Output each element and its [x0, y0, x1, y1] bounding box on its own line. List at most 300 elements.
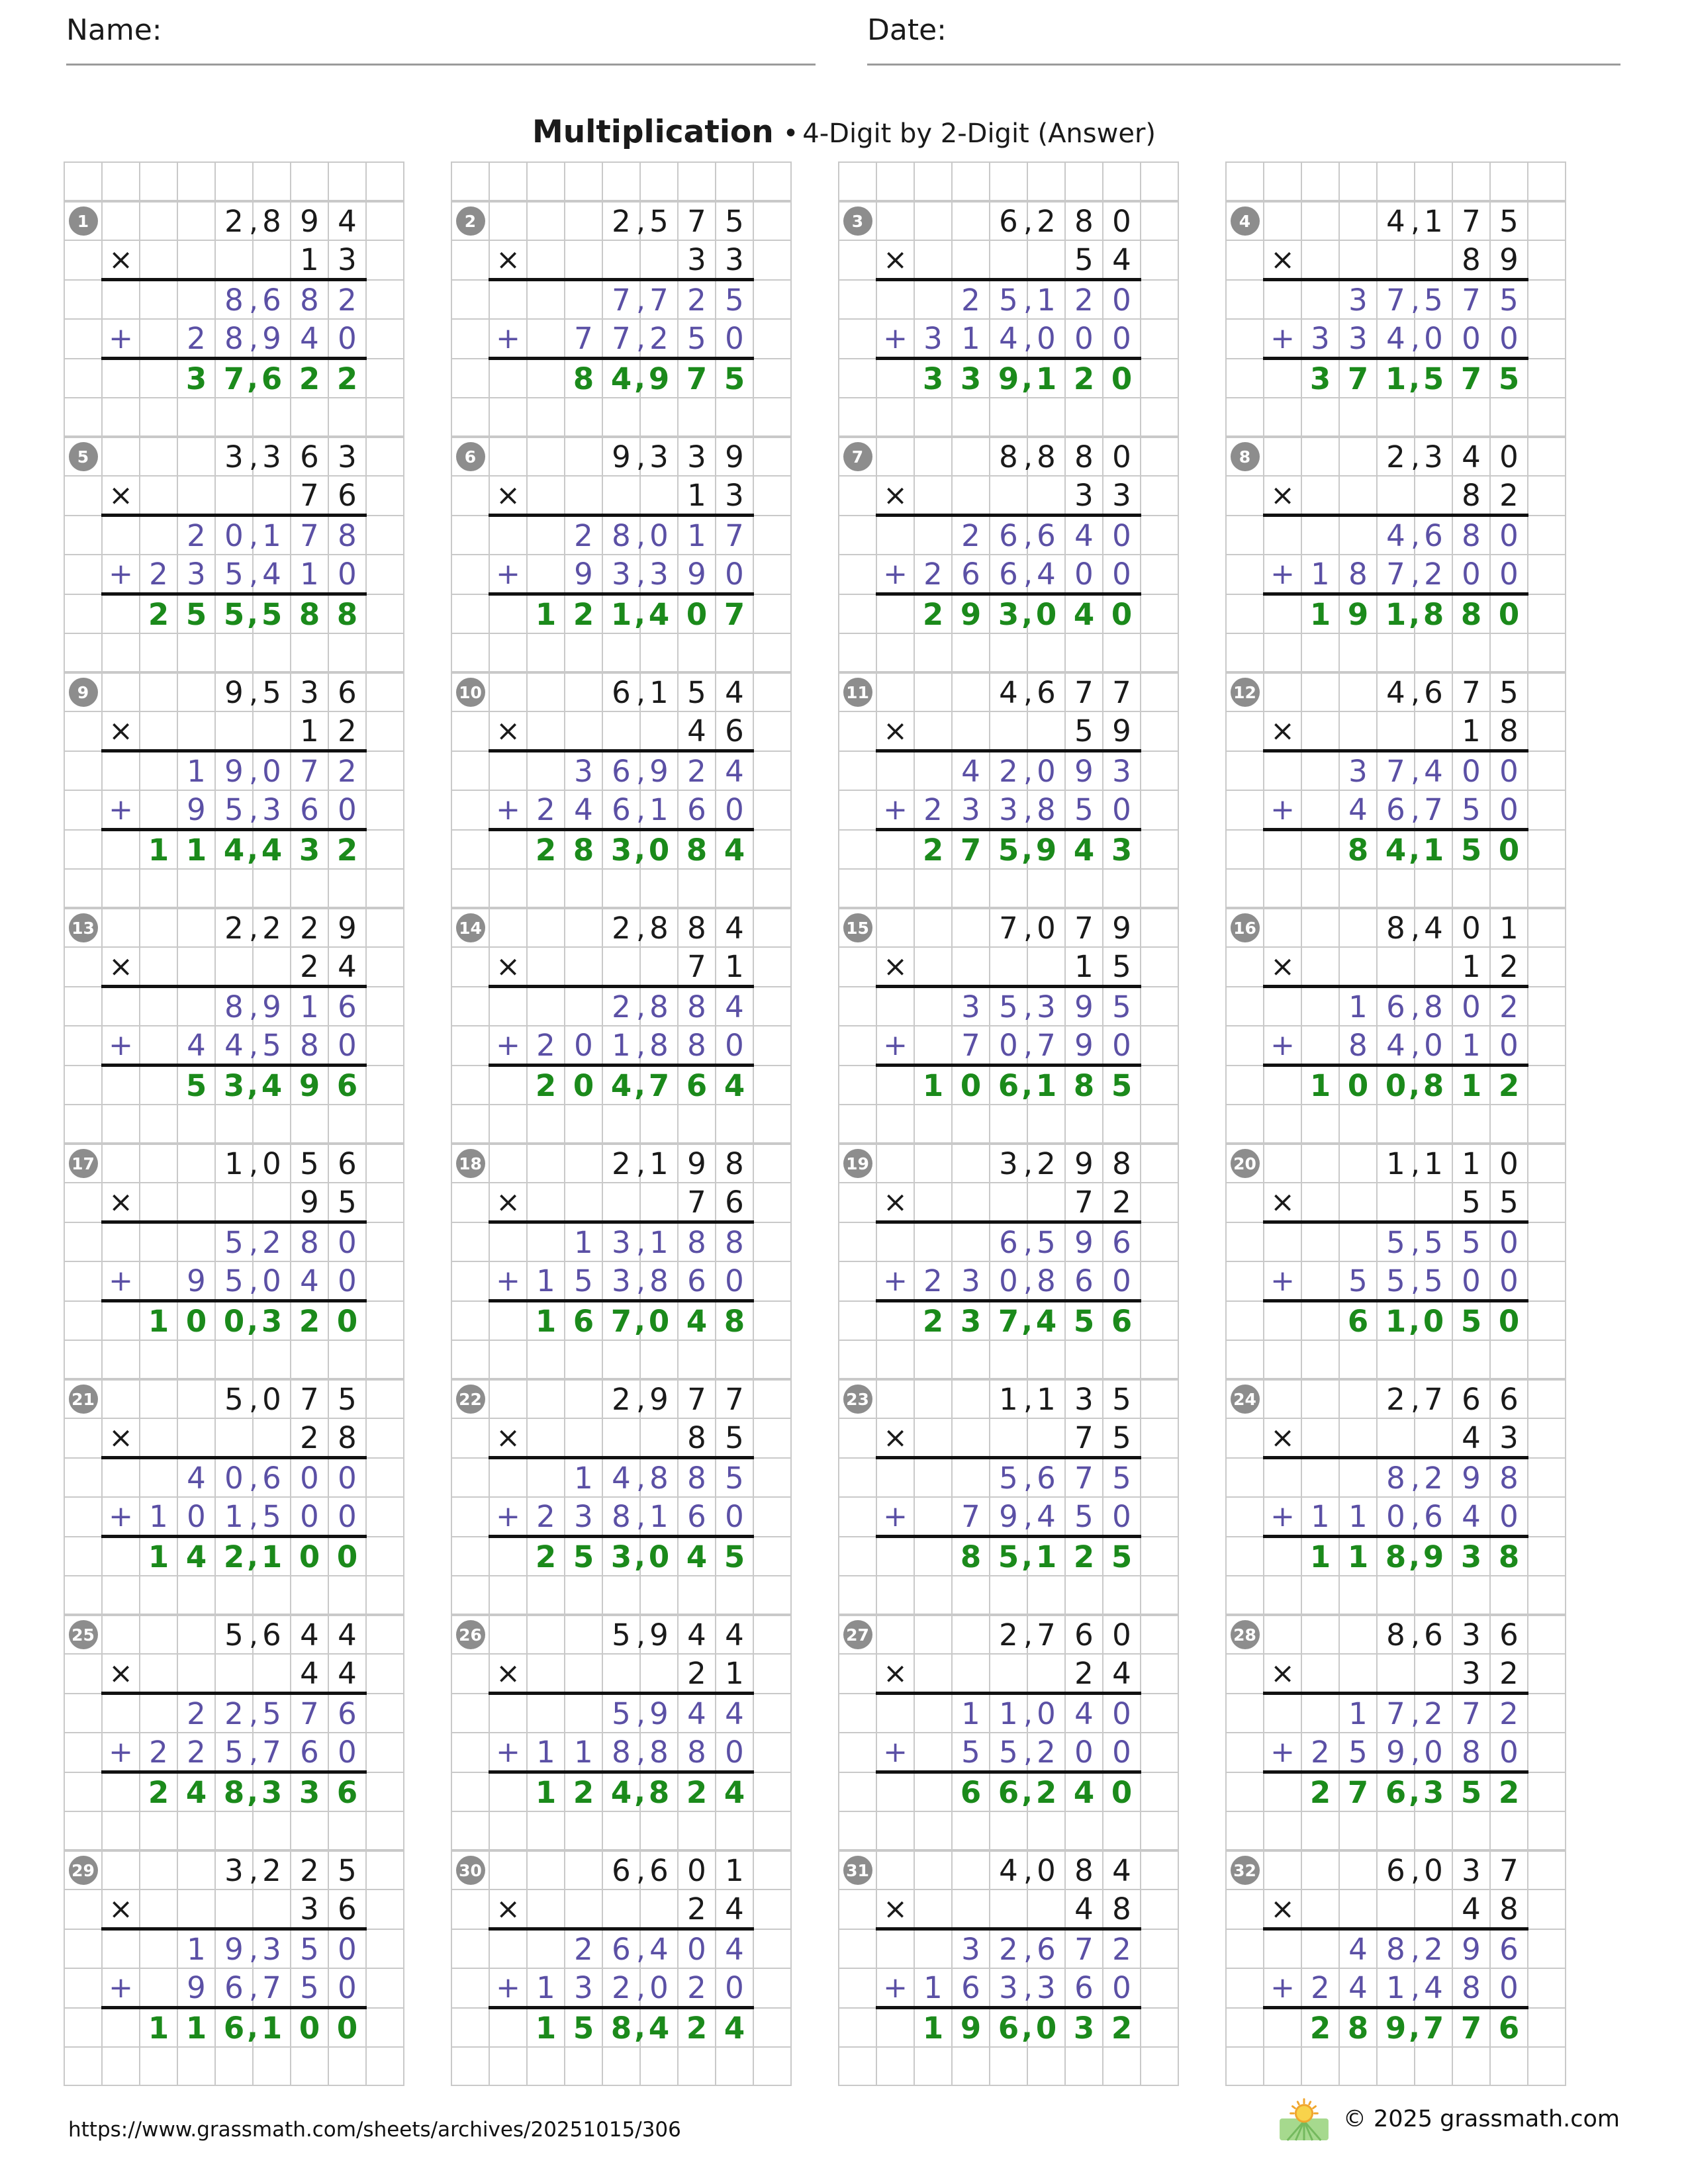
digit-cell: 6: [1490, 1929, 1528, 1969]
digit-cell: [527, 398, 565, 436]
digit-cell: [215, 1418, 253, 1458]
spacer-cell: [1141, 987, 1178, 1026]
multiply-sign: ×: [883, 714, 908, 748]
digit-cell: 7 ,: [1377, 280, 1415, 320]
digit-cell: 6: [716, 711, 753, 751]
spacer-cell: [1528, 2047, 1566, 2085]
multiplicand-row: [451, 202, 791, 240]
digit-cell: [1301, 516, 1339, 555]
partial-product-1-row: [1226, 987, 1566, 1026]
operator-cell: [102, 1380, 140, 1418]
digit-cell: 0: [1103, 1968, 1141, 2008]
digit-cell: 6: [291, 437, 328, 476]
digit-cell: [1452, 398, 1490, 436]
number-cell: [451, 516, 489, 555]
digit-cell: [716, 162, 753, 201]
digit-cell: 3: [565, 1497, 602, 1537]
operator-cell: [1264, 555, 1301, 594]
digit-cell: 6 ,: [215, 2008, 253, 2048]
spacer-row: [64, 1811, 404, 1850]
digit-cell: [1027, 947, 1065, 987]
digit-cell: 0: [1103, 319, 1141, 359]
digit-cell: [1027, 398, 1065, 436]
problem-25: [64, 1615, 404, 1850]
digit-cell: [140, 1576, 177, 1614]
footer-url: https://www.grassmath.com/sheets/archives/20251015/306: [68, 2118, 681, 2142]
number-cell: [1226, 1968, 1264, 2008]
operator-cell: [876, 790, 914, 830]
digit-cell: 8: [678, 1222, 716, 1262]
spacer-cell: [753, 909, 791, 947]
thousands-comma: ,: [636, 557, 645, 591]
digit-cell: 0: [1490, 1261, 1528, 1301]
digit-cell: [140, 202, 177, 240]
spacer-row: [451, 1105, 791, 1143]
spacer-cell: [1528, 987, 1566, 1026]
digit-cell: [253, 1654, 291, 1694]
number-cell: [1226, 790, 1264, 830]
digit-cell: [1301, 1105, 1339, 1143]
operator-cell: [102, 555, 140, 594]
thousands-comma: ,: [1023, 1854, 1033, 1888]
thousands-comma: ,: [1409, 833, 1420, 867]
digit-cell: 4: [1065, 516, 1103, 555]
digit-cell: 2 ,: [215, 1537, 253, 1576]
plus-sign: +: [496, 1264, 520, 1298]
digit-cell: [527, 280, 565, 320]
digit-cell: 2: [140, 594, 177, 634]
thousands-comma: ,: [1023, 1028, 1033, 1062]
digit-cell: 9: [678, 555, 716, 594]
digit-cell: [1301, 2047, 1339, 2085]
spacer-cell: [1141, 1497, 1178, 1537]
spacer-cell: [1141, 1261, 1178, 1301]
number-cell: [1226, 2008, 1264, 2048]
digit-cell: 0 ,: [1377, 1066, 1415, 1105]
digit-cell: [140, 869, 177, 907]
thousands-comma: ,: [1411, 1933, 1420, 1966]
digit-cell: 0: [1452, 909, 1490, 947]
number-cell: [1226, 1772, 1264, 1812]
digit-cell: [1301, 1576, 1339, 1614]
digit-cell: 4: [678, 1301, 716, 1341]
partial-product-1-row: [451, 1222, 791, 1262]
operator-cell: [489, 1301, 527, 1341]
digit-cell: 8 ,: [1377, 1458, 1415, 1498]
spacer-cell: [1528, 1733, 1566, 1772]
digit-cell: [1452, 633, 1490, 672]
spacer-cell: [1141, 1694, 1178, 1733]
spacer-cell: [366, 1144, 404, 1183]
digit-cell: 4: [1339, 790, 1377, 830]
digit-cell: 8: [1490, 1537, 1528, 1576]
spacer-cell: [366, 240, 404, 280]
thousands-comma: ,: [636, 205, 645, 238]
product-row: [64, 830, 404, 870]
digit-cell: 8: [1490, 711, 1528, 751]
product-row: [451, 830, 791, 870]
digit-cell: [952, 1889, 990, 1929]
number-cell: [451, 1066, 489, 1105]
digit-cell: [565, 947, 602, 987]
partial-product-2-row: [1226, 1261, 1566, 1301]
operator-cell: [489, 1222, 527, 1262]
digit-cell: [565, 1811, 602, 1850]
digit-cell: 1 ,: [1377, 594, 1415, 634]
digit-cell: 5: [1490, 202, 1528, 240]
digit-cell: [1027, 711, 1065, 751]
digit-cell: [328, 2047, 366, 2085]
spacer-cell: [366, 790, 404, 830]
name-label: Name:: [66, 13, 162, 47]
problem-number-badge: 12: [1231, 678, 1260, 707]
problem-9: [64, 672, 404, 908]
digit-cell: [952, 1105, 990, 1143]
digit-cell: [678, 1340, 716, 1379]
multiplicand-row: [451, 437, 791, 476]
digit-cell: [565, 202, 602, 240]
digit-cell: 6 ,: [602, 751, 640, 791]
spacer-cell: [366, 1889, 404, 1929]
digit-cell: [990, 633, 1027, 672]
thousands-comma: ,: [634, 598, 645, 631]
digit-cell: 5: [291, 1144, 328, 1183]
spacer-cell: [753, 594, 791, 634]
plus-sign: +: [496, 1028, 520, 1062]
digit-cell: 4: [1452, 1889, 1490, 1929]
digit-cell: 0 ,: [990, 1026, 1027, 1066]
thousands-comma: ,: [249, 911, 258, 945]
number-cell: [451, 1144, 489, 1183]
digit-cell: 7: [291, 1694, 328, 1733]
digit-cell: [527, 1222, 565, 1262]
digit-cell: 4 ,: [602, 359, 640, 398]
digit-cell: 2: [1103, 1183, 1141, 1222]
spacer-cell: [366, 437, 404, 476]
digit-cell: [1065, 1576, 1103, 1614]
operator-cell: [489, 319, 527, 359]
number-cell: [1226, 2047, 1264, 2085]
number-cell: [1226, 1576, 1264, 1614]
digit-cell: 0 ,: [215, 1301, 253, 1341]
number-cell: [451, 1222, 489, 1262]
thousands-comma: ,: [249, 1383, 258, 1416]
digit-cell: 5 ,: [990, 830, 1027, 870]
number-cell: [451, 1418, 489, 1458]
partial-product-2-row: [1226, 790, 1566, 830]
digit-cell: 1: [177, 751, 215, 791]
digit-cell: 2: [678, 2008, 716, 2048]
number-cell: [64, 1183, 102, 1222]
thousands-comma: ,: [1411, 519, 1420, 553]
digit-cell: [602, 1105, 640, 1143]
number-cell: [839, 1733, 876, 1772]
digit-cell: [1301, 1418, 1339, 1458]
digit-cell: 8: [640, 987, 678, 1026]
digit-cell: [140, 1615, 177, 1654]
spacer-cell: [1528, 790, 1566, 830]
operator-cell: [489, 1772, 527, 1812]
spacer-cell: [753, 1261, 791, 1301]
digit-cell: [527, 1418, 565, 1458]
spacer-cell: [366, 1340, 404, 1379]
digit-cell: 5 ,: [990, 1458, 1027, 1498]
operator-cell: [876, 1811, 914, 1850]
spacer-cell: [366, 1497, 404, 1537]
digit-cell: [177, 1811, 215, 1850]
digit-cell: 1: [140, 2008, 177, 2048]
digit-cell: [253, 1418, 291, 1458]
digit-cell: [215, 476, 253, 516]
operator-cell: [876, 1929, 914, 1969]
number-cell: [1226, 1615, 1264, 1654]
digit-cell: 8: [640, 1458, 678, 1498]
multiply-sign: ×: [883, 1892, 908, 1926]
digit-cell: 5 ,: [215, 1261, 253, 1301]
digit-cell: 7: [678, 359, 716, 398]
thousands-comma: ,: [247, 833, 258, 867]
operator-cell: [489, 909, 527, 947]
number-cell: [839, 202, 876, 240]
digit-cell: 2: [527, 790, 565, 830]
digit-cell: [1027, 869, 1065, 907]
partial-product-1-row: [839, 1458, 1178, 1498]
digit-cell: 1: [1301, 1537, 1339, 1576]
digit-cell: [253, 1105, 291, 1143]
partial-product-2-row: [1226, 1026, 1566, 1066]
digit-cell: 0: [328, 1733, 366, 1772]
digit-cell: [914, 1733, 952, 1772]
operator-cell: [876, 1694, 914, 1733]
spacer-cell: [366, 1066, 404, 1105]
spacer-cell: [1528, 202, 1566, 240]
digit-cell: 1: [678, 516, 716, 555]
multiply-sign: ×: [109, 950, 133, 983]
digit-cell: 8: [1452, 1968, 1490, 2008]
digit-cell: 8: [678, 830, 716, 870]
spacer-cell: [1528, 2008, 1566, 2048]
partial-product-1-row: [839, 1929, 1178, 1969]
operator-cell: [876, 1851, 914, 1889]
spacer-cell: [366, 1380, 404, 1418]
digit-cell: 0: [1490, 1497, 1528, 1537]
digit-cell: 4: [716, 1615, 753, 1654]
spacer-cell: [1141, 2047, 1178, 2085]
digit-cell: 3: [253, 790, 291, 830]
digit-cell: 4: [291, 1261, 328, 1301]
problem-number-badge: 17: [69, 1149, 98, 1178]
number-cell: [451, 909, 489, 947]
digit-cell: [215, 1654, 253, 1694]
spacer-cell: [366, 516, 404, 555]
digit-cell: 2 ,: [1377, 437, 1415, 476]
spacer-row: [451, 398, 791, 436]
thousands-comma: ,: [247, 1540, 258, 1574]
digit-cell: 3 ,: [215, 1066, 253, 1105]
digit-cell: [215, 1889, 253, 1929]
digit-cell: 8: [1339, 1026, 1377, 1066]
problem-number-badge: 16: [1231, 913, 1260, 942]
operator-cell: [876, 1261, 914, 1301]
product-row: [839, 1772, 1178, 1812]
spacer-cell: [1528, 711, 1566, 751]
partial-product-2-row: [64, 319, 404, 359]
partial-product-1-row: [64, 516, 404, 555]
digit-cell: 6: [253, 280, 291, 320]
digit-cell: 6: [253, 1615, 291, 1654]
partial-product-1-row: [451, 516, 791, 555]
digit-cell: 8 ,: [1377, 1537, 1415, 1576]
digit-cell: 5 ,: [215, 594, 253, 634]
multiplier-row: [1226, 1654, 1566, 1694]
digit-cell: 7: [1065, 1458, 1103, 1498]
digit-cell: 1: [1339, 1694, 1377, 1733]
digit-cell: [914, 202, 952, 240]
digit-cell: 7: [1452, 2008, 1490, 2048]
digit-cell: 5 ,: [602, 1615, 640, 1654]
spacer-cell: [1528, 1418, 1566, 1458]
digit-cell: 0: [328, 790, 366, 830]
spacer-cell: [1141, 437, 1178, 476]
digit-cell: 7: [1065, 1418, 1103, 1458]
multiplier-row: [64, 1183, 404, 1222]
digit-cell: [1103, 1576, 1141, 1614]
digit-cell: [140, 516, 177, 555]
product-row: [64, 359, 404, 398]
operator-cell: [102, 1772, 140, 1812]
digit-cell: [990, 476, 1027, 516]
spacer-cell: [1141, 673, 1178, 711]
digit-cell: [1339, 1851, 1377, 1889]
thousands-comma: ,: [1023, 557, 1033, 591]
digit-cell: 5: [1103, 987, 1141, 1026]
digit-cell: [527, 673, 565, 711]
digit-cell: 6: [328, 673, 366, 711]
digit-cell: 0: [253, 1380, 291, 1418]
digit-cell: 1: [140, 1537, 177, 1576]
digit-cell: [990, 869, 1027, 907]
spacer-cell: [753, 516, 791, 555]
digit-cell: 5: [565, 1537, 602, 1576]
thousands-comma: ,: [634, 2011, 645, 2045]
number-cell: [1226, 1851, 1264, 1889]
digit-cell: [602, 1418, 640, 1458]
partial-product-2-row: [64, 555, 404, 594]
digit-cell: 4: [291, 1654, 328, 1694]
digit-cell: 0: [1415, 1301, 1452, 1341]
digit-cell: 9: [1065, 1026, 1103, 1066]
thousands-comma: ,: [1411, 990, 1420, 1024]
spacer-cell: [1528, 1144, 1566, 1183]
digit-cell: [1415, 1183, 1452, 1222]
digit-cell: [952, 398, 990, 436]
digit-cell: [1415, 1654, 1452, 1694]
plus-sign: +: [883, 557, 908, 591]
digit-cell: 2: [565, 1929, 602, 1969]
operator-cell: [1264, 947, 1301, 987]
digit-cell: 4: [177, 1026, 215, 1066]
spacer-cell: [366, 162, 404, 201]
copyright-text: © 2025 grassmath.com: [1342, 2106, 1620, 2132]
thousands-comma: ,: [1023, 793, 1033, 827]
digit-cell: [1027, 1183, 1065, 1222]
thousands-comma: ,: [636, 1618, 645, 1652]
thousands-comma: ,: [1409, 362, 1420, 396]
digit-cell: 8: [328, 516, 366, 555]
thousands-comma: ,: [1411, 1028, 1420, 1062]
digit-cell: 3: [1452, 1537, 1490, 1576]
number-cell: [1226, 1654, 1264, 1694]
digit-cell: [140, 909, 177, 947]
digit-cell: 5: [1452, 1222, 1490, 1262]
multiplier-row: [64, 1654, 404, 1694]
number-cell: [64, 1380, 102, 1418]
spacer-row: [1226, 869, 1566, 907]
digit-cell: 6: [1027, 1929, 1065, 1969]
operator-cell: [489, 790, 527, 830]
digit-cell: 3: [565, 1968, 602, 2008]
digit-cell: [1301, 1929, 1339, 1969]
number-cell: [64, 2047, 102, 2085]
thousands-comma: ,: [1411, 1854, 1420, 1888]
spacer-cell: [753, 476, 791, 516]
digit-cell: 2: [328, 830, 366, 870]
digit-cell: [177, 869, 215, 907]
digit-cell: [1301, 398, 1339, 436]
multiply-sign: ×: [1270, 1421, 1295, 1455]
digit-cell: [253, 633, 291, 672]
digit-cell: 8: [1027, 790, 1065, 830]
digit-cell: 6 ,: [602, 1929, 640, 1969]
digit-cell: [527, 437, 565, 476]
digit-cell: [914, 751, 952, 791]
digit-cell: 1: [1339, 1497, 1377, 1537]
digit-cell: 2: [1065, 1537, 1103, 1576]
multiplier-row: [451, 240, 791, 280]
partial-product-1-row: [1226, 280, 1566, 320]
digit-cell: 5: [1065, 790, 1103, 830]
number-cell: [839, 1183, 876, 1222]
digit-cell: 7 ,: [602, 319, 640, 359]
digit-cell: 6: [328, 1694, 366, 1733]
digit-cell: 2: [328, 711, 366, 751]
digit-cell: 5: [253, 594, 291, 634]
digit-cell: 0: [253, 1144, 291, 1183]
digit-cell: [1339, 1183, 1377, 1222]
thousands-comma: ,: [1409, 2011, 1420, 2045]
digit-cell: 2: [253, 1851, 291, 1889]
problem-27: [838, 1615, 1179, 1850]
digit-cell: 2: [291, 1851, 328, 1889]
digit-cell: 4 ,: [990, 673, 1027, 711]
digit-cell: [1452, 1811, 1490, 1850]
thousands-comma: ,: [1411, 1618, 1420, 1652]
spacer-cell: [753, 830, 791, 870]
digit-cell: [952, 240, 990, 280]
problem-number-badge: 1: [69, 206, 98, 236]
digit-cell: [1027, 476, 1065, 516]
thousands-comma: ,: [1023, 1500, 1033, 1533]
digit-cell: 0: [716, 555, 753, 594]
digit-cell: 4: [640, 2008, 678, 2048]
digit-cell: [527, 1889, 565, 1929]
spacer-cell: [753, 1811, 791, 1850]
digit-cell: 1: [914, 1968, 952, 2008]
number-cell: [64, 240, 102, 280]
multiplier-row: [451, 711, 791, 751]
digit-cell: [291, 2047, 328, 2085]
number-cell: [64, 437, 102, 476]
